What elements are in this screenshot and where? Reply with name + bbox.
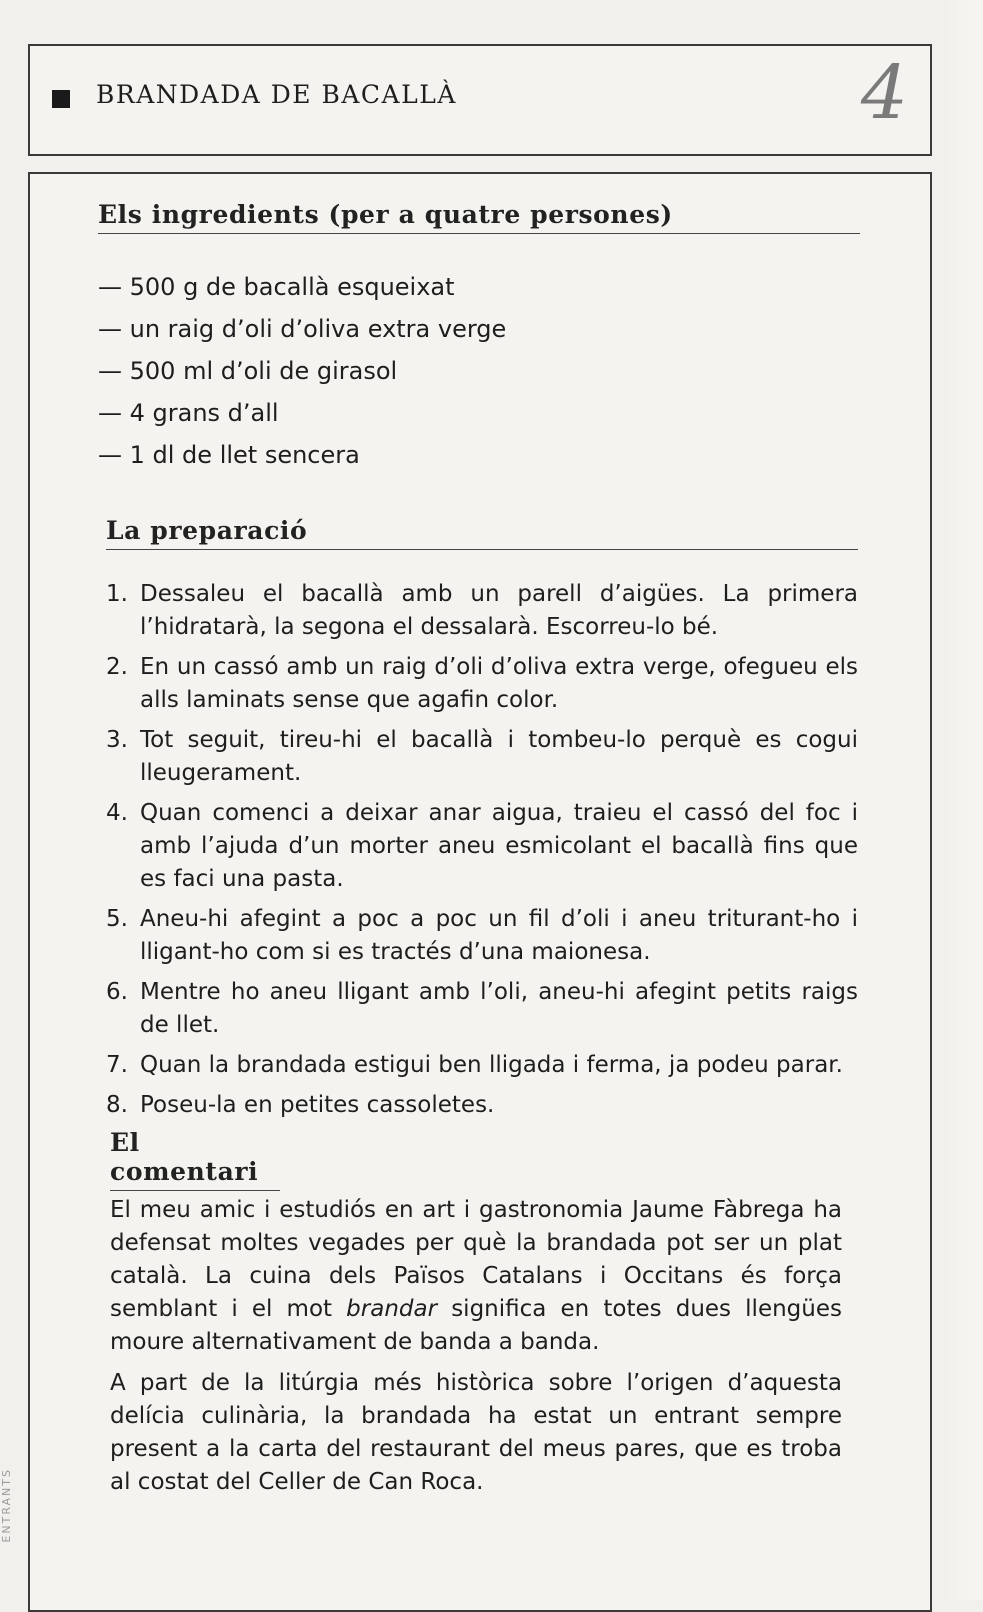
comment-emphasis: brandar (346, 1296, 438, 1322)
step-number: 4. (106, 800, 128, 826)
ingredients-heading: Els ingredients (per a quatre persones) (98, 200, 860, 234)
step-text: En un cassó amb un raig d’oli d’oliva extra verge, ofegueu els alls laminats sense que agafin color. (140, 654, 858, 713)
preparation-step (106, 578, 858, 644)
step-text: Dessaleu el bacallà amb un parell d’aigües. La primera l’hidratarà, la segona el dessalarà. Escorreu-lo bé. (140, 581, 858, 640)
preparation-step (106, 976, 858, 1042)
ingredients-list (98, 266, 506, 476)
step-number: 1. (106, 581, 128, 607)
comment-paragraph (110, 1194, 842, 1359)
preparation-step (106, 1049, 858, 1082)
ingredient-item: — 500 g de bacallà esqueixat (98, 273, 455, 301)
chapter-number: 4 (860, 50, 908, 136)
side-section-label: ENTRANTS (0, 1468, 13, 1543)
bullet-square-icon (52, 90, 70, 108)
step-text: Aneu-hi afegint a poc a poc un fil d’oli i aneu triturant-ho i lligant-ho com si es tractés d’una maionesa. (140, 906, 858, 965)
ingredient-item: — 1 dl de llet sencera (98, 441, 360, 469)
recipe-body (28, 172, 932, 1612)
comment-paragraph: A part de la litúrgia més històrica sobre l’origen d’aquesta delícia culinària, la brandada ha estat un entrant sempre present a la carta del restaurant del meus pares, que es troba al costat del Celler de Can Roca. (110, 1370, 842, 1495)
preparation-step (106, 903, 858, 969)
preparation-step (106, 651, 858, 717)
comment-heading: El comentari (110, 1128, 280, 1191)
step-number: 7. (106, 1052, 128, 1078)
step-text: Quan la brandada estigui ben lligada i ferma, ja podeu parar. (140, 1052, 843, 1078)
comment-body (110, 1194, 842, 1507)
step-text: Tot seguit, tireu-hi el bacallà i tombeu-lo perquè es cogui lleugerament. (140, 727, 858, 786)
recipe-header (28, 44, 932, 156)
comment-text: significa en totes dues llengües moure alternativament de banda a banda. (110, 1296, 842, 1355)
step-number: 5. (106, 906, 128, 932)
recipe-title: BRANDADA DE BACALLÀ (96, 80, 457, 109)
step-number: 2. (106, 654, 128, 680)
preparation-step (106, 1089, 858, 1122)
ingredient-item: — un raig d’oli d’oliva extra verge (98, 315, 507, 343)
step-text: Mentre ho aneu lligant amb l’oli, aneu-hi afegint petits raigs de llet. (140, 979, 858, 1038)
ingredient-item: — 4 grans d’all (98, 399, 279, 427)
ingredient-item: — 500 ml d’oli de girasol (98, 357, 398, 385)
step-text: Poseu-la en petites cassoletes. (140, 1092, 495, 1118)
step-number: 8. (106, 1092, 128, 1118)
step-text: Quan comenci a deixar anar aigua, traieu el cassó del foc i amb l’ajuda d’un morter aneu esmicolant el bacallà fins que es faci una pasta. (140, 800, 858, 892)
page-edge-shade (943, 0, 983, 1600)
preparation-step (106, 797, 858, 896)
preparation-heading: La preparació (106, 516, 858, 550)
step-number: 6. (106, 979, 128, 1005)
preparation-steps (106, 578, 858, 1129)
step-number: 3. (106, 727, 128, 753)
preparation-step (106, 724, 858, 790)
comment-text: El meu amic i estudiós en art i gastronomia Jaume Fàbrega ha defensat moltes vegades per què la brandada pot ser un plat català. La cuina dels Països Catalans i Occitans és força semblant i el mot (110, 1197, 842, 1322)
